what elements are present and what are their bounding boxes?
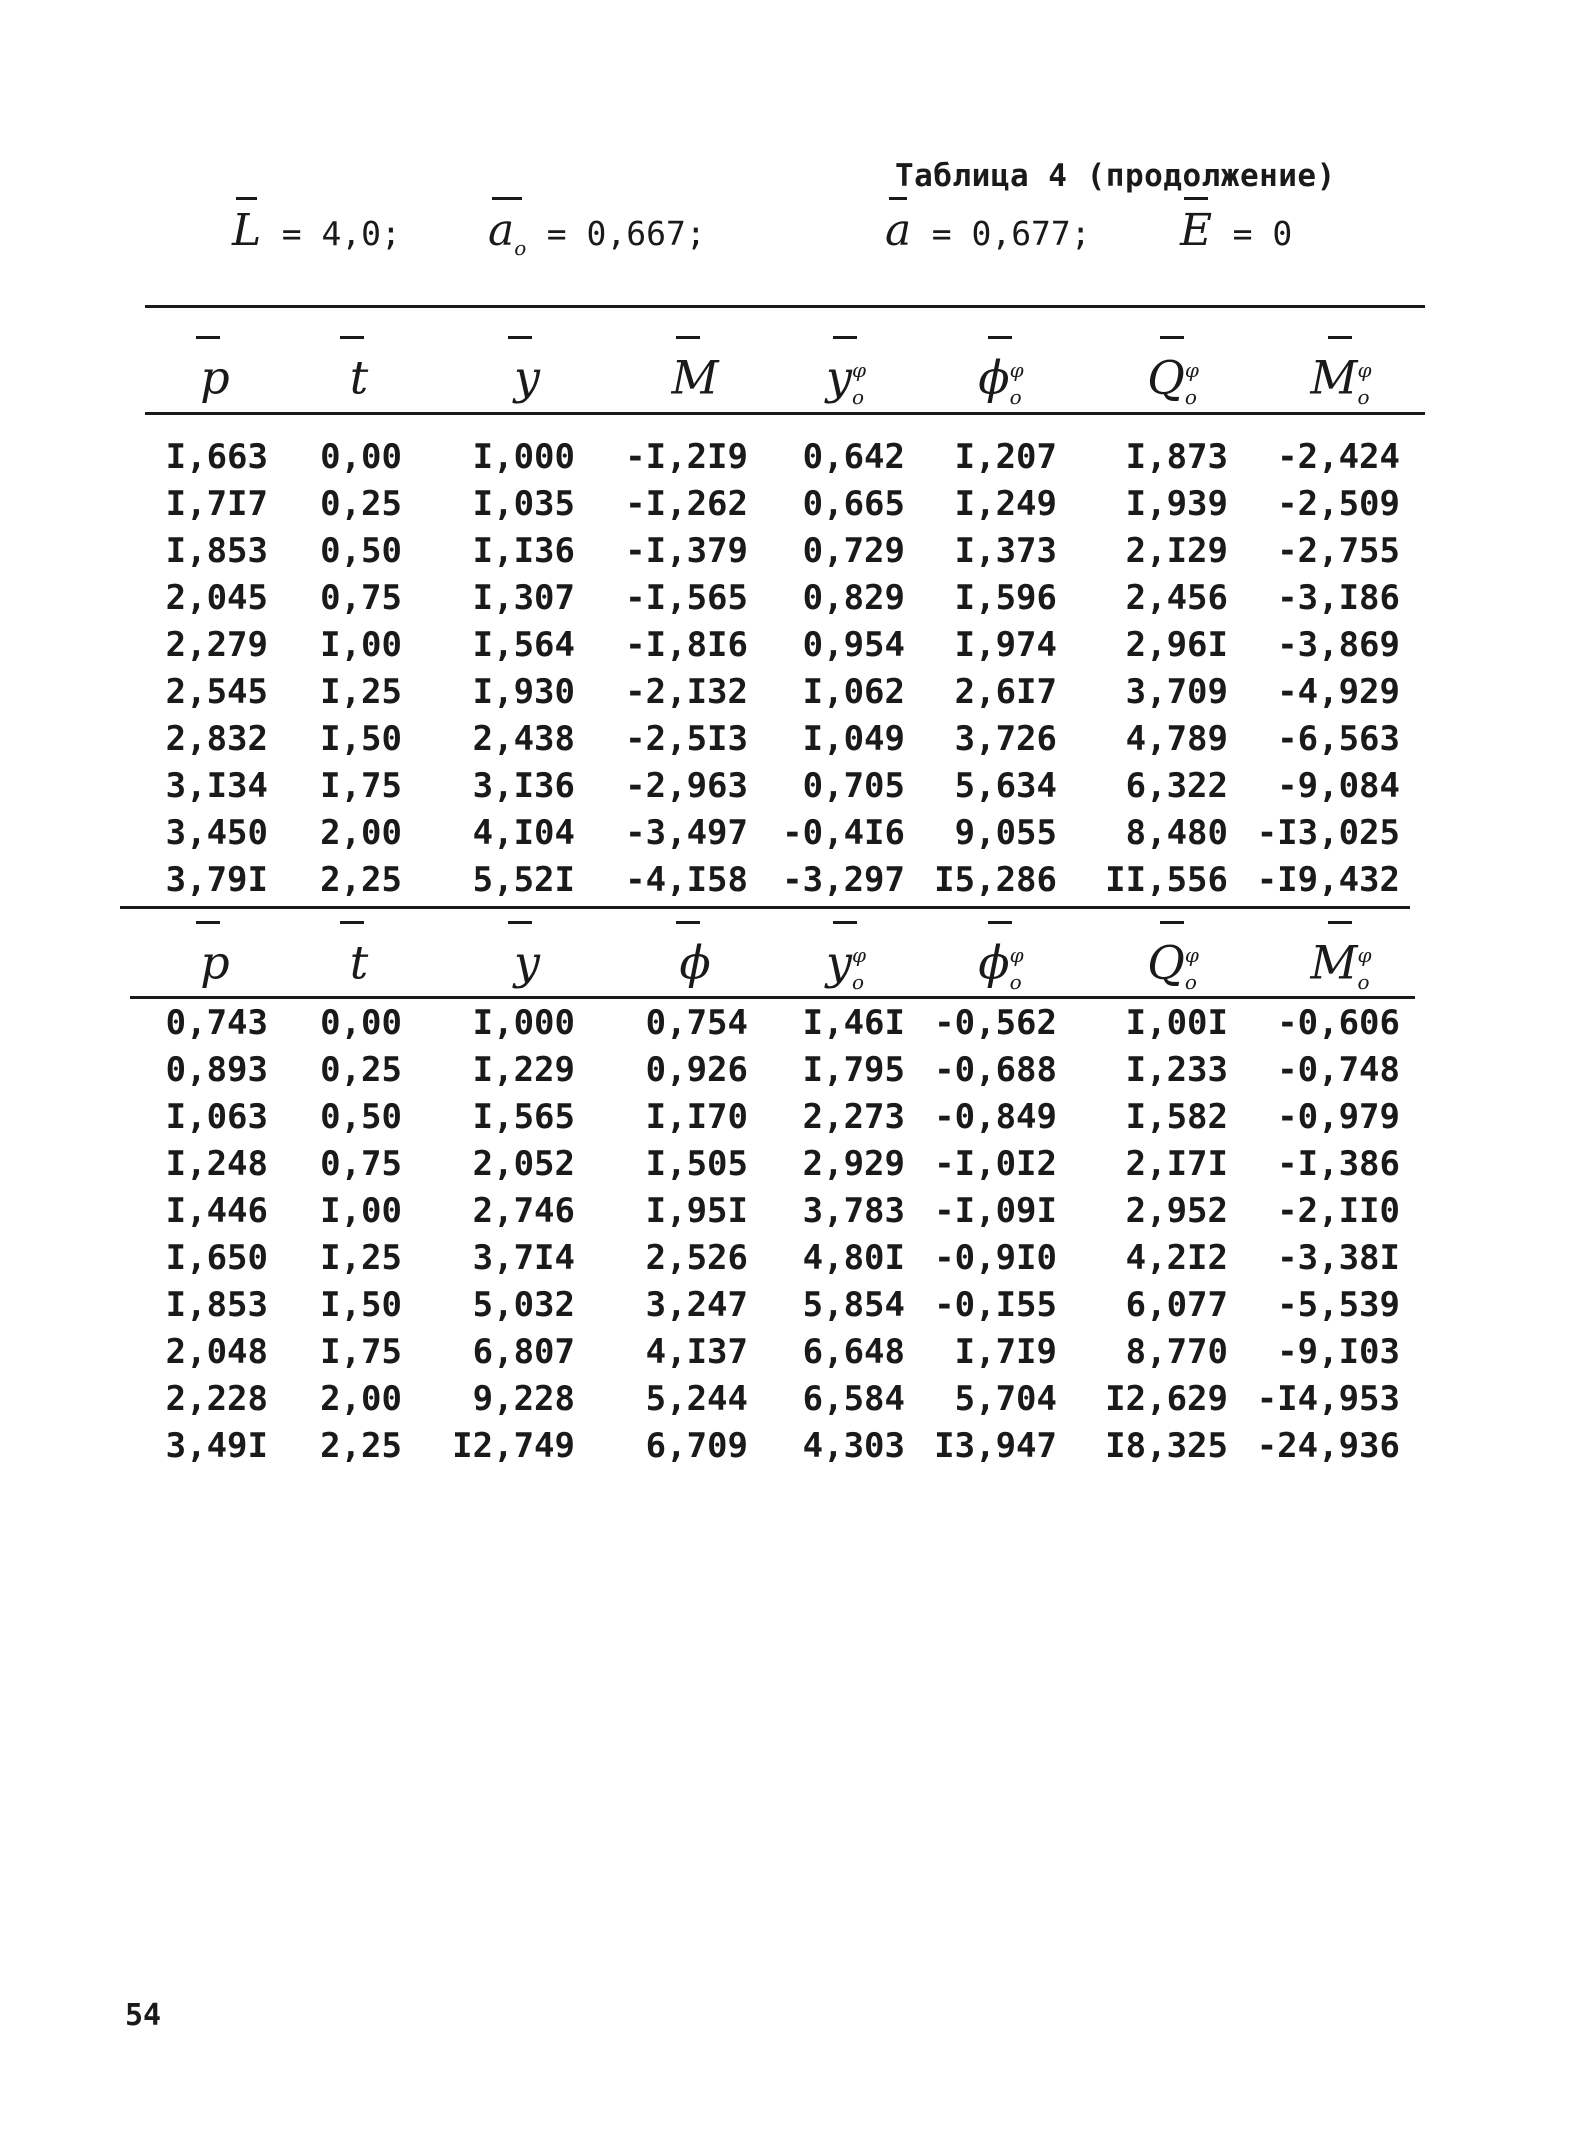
overbar bbox=[988, 921, 1012, 924]
table-cell: -I,262 bbox=[625, 484, 748, 524]
header-subscript: o bbox=[1184, 969, 1197, 994]
header-subscript: o bbox=[851, 384, 865, 409]
table-cell: 3,79I bbox=[165, 860, 268, 900]
table-cell: I,00 bbox=[320, 1191, 402, 1231]
param-e bbox=[1180, 205, 1292, 256]
overbar bbox=[1160, 921, 1184, 924]
overbar bbox=[508, 921, 532, 924]
table1-header-rule bbox=[145, 412, 1425, 415]
header-subscript: o bbox=[1357, 384, 1370, 409]
header-symbol: y bbox=[825, 350, 852, 405]
table-cell: 0,829 bbox=[802, 578, 905, 618]
table-cell: I,I36 bbox=[472, 531, 575, 571]
table-cell: 3,450 bbox=[165, 813, 268, 853]
table-cell: 0,25 bbox=[320, 484, 402, 524]
header-symbol: Q bbox=[1147, 935, 1185, 990]
table-cell: -0,606 bbox=[1277, 1003, 1400, 1043]
table-row bbox=[0, 1376, 1583, 1423]
page-number: 54 bbox=[125, 1998, 162, 2033]
table-cell: -24,936 bbox=[1256, 1426, 1400, 1466]
overbar bbox=[508, 336, 532, 339]
table-cell: I,873 bbox=[1125, 437, 1228, 477]
table-cell: 2,746 bbox=[472, 1191, 575, 1231]
header-symbol: ϕ bbox=[978, 350, 1010, 405]
table-cell: I,7I7 bbox=[165, 484, 268, 524]
table-cell: 6,322 bbox=[1125, 766, 1228, 806]
header-superscript: φ bbox=[1009, 943, 1024, 967]
table-cell: 4,80I bbox=[802, 1238, 905, 1278]
header-symbol: ϕ bbox=[978, 935, 1010, 990]
table-row bbox=[0, 1000, 1583, 1047]
table-cell: -0,688 bbox=[934, 1050, 1057, 1090]
table-cell: I2,749 bbox=[452, 1426, 575, 1466]
table-cell: -2,II0 bbox=[1277, 1191, 1400, 1231]
table-cell: 2,25 bbox=[320, 1426, 402, 1466]
table-cell: -0,9I0 bbox=[934, 1238, 1057, 1278]
table-cell: I,062 bbox=[802, 672, 905, 712]
table-cell: I,I70 bbox=[645, 1097, 748, 1137]
table-cell: 3,783 bbox=[802, 1191, 905, 1231]
table-cell: 0,00 bbox=[320, 437, 402, 477]
table-cell: -5,539 bbox=[1277, 1285, 1400, 1325]
table-cell: I,035 bbox=[472, 484, 575, 524]
header-symbol: y bbox=[514, 350, 540, 405]
table-cell: I,049 bbox=[802, 719, 905, 759]
overbar bbox=[833, 336, 857, 339]
overbar bbox=[676, 921, 700, 924]
table-cell: 2,545 bbox=[165, 672, 268, 712]
header-subscript: o bbox=[851, 969, 865, 994]
table-cell: 6,584 bbox=[802, 1379, 905, 1419]
header-superscript: φ bbox=[1184, 358, 1199, 382]
table-cell: -2,509 bbox=[1277, 484, 1400, 524]
tables-divider-rule bbox=[120, 906, 1410, 909]
header-symbol: ϕ bbox=[679, 935, 711, 990]
table-cell: 2,6I7 bbox=[954, 672, 1057, 712]
table-cell: 5,244 bbox=[645, 1379, 748, 1419]
header-superscript: φ bbox=[1009, 358, 1024, 382]
table-cell: I,565 bbox=[472, 1097, 575, 1137]
table-cell: I,7I9 bbox=[954, 1332, 1057, 1372]
table-cell: I,853 bbox=[165, 531, 268, 571]
table-cell: I,233 bbox=[1125, 1050, 1228, 1090]
table-cell: -3,869 bbox=[1277, 625, 1400, 665]
table-cell: -0,979 bbox=[1277, 1097, 1400, 1137]
header-symbol: t bbox=[349, 935, 369, 990]
table-row bbox=[0, 1188, 1583, 1235]
symbol-a-bar: a bbox=[885, 205, 911, 256]
table-cell: 0,75 bbox=[320, 1144, 402, 1184]
table-cell: -I,8I6 bbox=[625, 625, 748, 665]
table-cell: 0,25 bbox=[320, 1050, 402, 1090]
table-row bbox=[0, 1094, 1583, 1141]
table-cell: 0,75 bbox=[320, 578, 402, 618]
table-cell: 4,I04 bbox=[472, 813, 575, 853]
header-superscript: φ bbox=[851, 358, 866, 382]
table-cell: 2,456 bbox=[1125, 578, 1228, 618]
table-cell: -0,748 bbox=[1277, 1050, 1400, 1090]
table-cell: -9,I03 bbox=[1277, 1332, 1400, 1372]
header-symbol: Q bbox=[1147, 350, 1185, 405]
table-cell: -2,424 bbox=[1277, 437, 1400, 477]
table-cell: 9,228 bbox=[472, 1379, 575, 1419]
table-cell: I,795 bbox=[802, 1050, 905, 1090]
header-symbol: t bbox=[349, 350, 369, 405]
table-cell: 6,648 bbox=[802, 1332, 905, 1372]
table-cell: II,556 bbox=[1105, 860, 1228, 900]
table-cell: -I,386 bbox=[1277, 1144, 1400, 1184]
table-row bbox=[0, 1141, 1583, 1188]
table-cell: 2,929 bbox=[802, 1144, 905, 1184]
table-cell: 8,770 bbox=[1125, 1332, 1228, 1372]
table-cell: I2,629 bbox=[1105, 1379, 1228, 1419]
param-a0-value: = 0,667; bbox=[546, 214, 706, 253]
table-row bbox=[0, 575, 1583, 622]
table-cell: 2,96I bbox=[1125, 625, 1228, 665]
table-cell: -2,963 bbox=[625, 766, 748, 806]
table-cell: 2,I29 bbox=[1125, 531, 1228, 571]
overbar bbox=[988, 336, 1012, 339]
header-symbol: y bbox=[514, 935, 540, 990]
table-cell: 5,032 bbox=[472, 1285, 575, 1325]
param-a-value: = 0,677; bbox=[931, 214, 1091, 253]
table-cell: -I3,025 bbox=[1256, 813, 1400, 853]
table-cell: 3,I34 bbox=[165, 766, 268, 806]
table-cell: -I9,432 bbox=[1256, 860, 1400, 900]
table-cell: 2,045 bbox=[165, 578, 268, 618]
table-cell: -6,563 bbox=[1277, 719, 1400, 759]
header-symbol: p bbox=[200, 935, 230, 990]
table-cell: -3,I86 bbox=[1277, 578, 1400, 618]
symbol-l-bar: L bbox=[232, 205, 261, 256]
header-symbol: y bbox=[825, 935, 852, 990]
table-cell: 4,2I2 bbox=[1125, 1238, 1228, 1278]
header-subscript: o bbox=[1184, 384, 1197, 409]
parameters-line bbox=[0, 205, 1583, 265]
header-symbol: M bbox=[671, 350, 719, 405]
table-cell: I,25 bbox=[320, 1238, 402, 1278]
table-cell: 3,709 bbox=[1125, 672, 1228, 712]
header-symbol: M bbox=[1310, 935, 1358, 990]
symbol-a0-bar: $a_o$ bbox=[488, 205, 526, 260]
table-cell: I,505 bbox=[645, 1144, 748, 1184]
table2-header-row bbox=[0, 925, 1583, 1005]
table-cell: 4,I37 bbox=[645, 1332, 748, 1372]
symbol-e-bar: E bbox=[1180, 205, 1212, 256]
table-cell: 5,854 bbox=[802, 1285, 905, 1325]
table-cell: 3,7I4 bbox=[472, 1238, 575, 1278]
header-superscript: φ bbox=[1184, 943, 1199, 967]
table-cell: -2,755 bbox=[1277, 531, 1400, 571]
table-cell: -I,2I9 bbox=[625, 437, 748, 477]
header-superscript: φ bbox=[1357, 358, 1372, 382]
table-cell: I,063 bbox=[165, 1097, 268, 1137]
table-cell: -0,4I6 bbox=[782, 813, 905, 853]
param-e-value: = 0 bbox=[1232, 214, 1293, 253]
table-cell: 2,I7I bbox=[1125, 1144, 1228, 1184]
table-cell: I,663 bbox=[165, 437, 268, 477]
table-cell: 0,893 bbox=[165, 1050, 268, 1090]
table-cell: -2,I32 bbox=[625, 672, 748, 712]
table-cell: I,582 bbox=[1125, 1097, 1228, 1137]
table-cell: 0,50 bbox=[320, 531, 402, 571]
table-cell: 6,077 bbox=[1125, 1285, 1228, 1325]
table-cell: 6,807 bbox=[472, 1332, 575, 1372]
table-cell: 2,832 bbox=[165, 719, 268, 759]
table-cell: I,596 bbox=[954, 578, 1057, 618]
overbar bbox=[1160, 336, 1184, 339]
table-cell: 5,52I bbox=[472, 860, 575, 900]
table-cell: I,46I bbox=[802, 1003, 905, 1043]
table-cell: 2,952 bbox=[1125, 1191, 1228, 1231]
table-cell: -3,38I bbox=[1277, 1238, 1400, 1278]
table-cell: I,000 bbox=[472, 437, 575, 477]
header-symbol: M bbox=[1310, 350, 1358, 405]
table-cell: 0,954 bbox=[802, 625, 905, 665]
overbar bbox=[1328, 921, 1352, 924]
table-cell: 3,I36 bbox=[472, 766, 575, 806]
table-cell: 5,704 bbox=[954, 1379, 1057, 1419]
table-cell: -I,0I2 bbox=[934, 1144, 1057, 1184]
table-cell: 3,247 bbox=[645, 1285, 748, 1325]
table-cell: 0,743 bbox=[165, 1003, 268, 1043]
table-cell: I,50 bbox=[320, 1285, 402, 1325]
table-cell: I,249 bbox=[954, 484, 1057, 524]
param-a0 bbox=[488, 205, 706, 260]
table-cell: I,939 bbox=[1125, 484, 1228, 524]
table-cell: I8,325 bbox=[1105, 1426, 1228, 1466]
table-cell: 0,665 bbox=[802, 484, 905, 524]
table-row bbox=[0, 481, 1583, 528]
table-cell: I,248 bbox=[165, 1144, 268, 1184]
table-cell: I,373 bbox=[954, 531, 1057, 571]
table-cell: 2,228 bbox=[165, 1379, 268, 1419]
table-row bbox=[0, 669, 1583, 716]
table-cell: 2,273 bbox=[802, 1097, 905, 1137]
table-cell: I,75 bbox=[320, 1332, 402, 1372]
table-cell: 0,642 bbox=[802, 437, 905, 477]
table-cell: 2,25 bbox=[320, 860, 402, 900]
table-cell: I,229 bbox=[472, 1050, 575, 1090]
table-cell: I,853 bbox=[165, 1285, 268, 1325]
table-cell: I,650 bbox=[165, 1238, 268, 1278]
table-cell: -0,I55 bbox=[934, 1285, 1057, 1325]
overbar bbox=[676, 336, 700, 339]
table-cell: I,307 bbox=[472, 578, 575, 618]
table-cell: 0,705 bbox=[802, 766, 905, 806]
table-row bbox=[0, 528, 1583, 575]
table-cell: 4,789 bbox=[1125, 719, 1228, 759]
table-cell: 6,709 bbox=[645, 1426, 748, 1466]
table-cell: I,974 bbox=[954, 625, 1057, 665]
table-row bbox=[0, 810, 1583, 857]
header-superscript: φ bbox=[1357, 943, 1372, 967]
table-cell: 2,279 bbox=[165, 625, 268, 665]
table-cell: -2,5I3 bbox=[625, 719, 748, 759]
table-cell: 2,438 bbox=[472, 719, 575, 759]
table-cell: -3,497 bbox=[625, 813, 748, 853]
header-symbol: p bbox=[200, 350, 230, 405]
table-cell: -I,565 bbox=[625, 578, 748, 618]
table-cell: 3,49I bbox=[165, 1426, 268, 1466]
table-cell: 0,00 bbox=[320, 1003, 402, 1043]
table-cell: I,446 bbox=[165, 1191, 268, 1231]
header-subscript: o bbox=[1009, 969, 1022, 994]
table-cell: -I,09I bbox=[934, 1191, 1057, 1231]
table-cell: I,50 bbox=[320, 719, 402, 759]
overbar bbox=[833, 921, 857, 924]
table-cell: I,25 bbox=[320, 672, 402, 712]
table-cell: I,95I bbox=[645, 1191, 748, 1231]
table-cell: 9,055 bbox=[954, 813, 1057, 853]
table-cell: -0,849 bbox=[934, 1097, 1057, 1137]
table-row bbox=[0, 857, 1583, 904]
table-row bbox=[0, 434, 1583, 481]
table-cell: 2,048 bbox=[165, 1332, 268, 1372]
table-cell: I,207 bbox=[954, 437, 1057, 477]
table-cell: -3,297 bbox=[782, 860, 905, 900]
table-cell: -I4,953 bbox=[1256, 1379, 1400, 1419]
table-row bbox=[0, 716, 1583, 763]
table-cell: 3,726 bbox=[954, 719, 1057, 759]
table-row bbox=[0, 1047, 1583, 1094]
table-row bbox=[0, 1282, 1583, 1329]
table-cell: I,75 bbox=[320, 766, 402, 806]
table-cell: -4,929 bbox=[1277, 672, 1400, 712]
header-subscript: o bbox=[1009, 384, 1022, 409]
table-cell: -0,562 bbox=[934, 1003, 1057, 1043]
table-row bbox=[0, 763, 1583, 810]
table-cell: I,00 bbox=[320, 625, 402, 665]
param-a bbox=[885, 205, 1091, 256]
table2-header-rule bbox=[130, 996, 1415, 999]
table-cell: I,930 bbox=[472, 672, 575, 712]
table-cell: 2,052 bbox=[472, 1144, 575, 1184]
header-subscript: o bbox=[1357, 969, 1370, 994]
table-cell: 4,303 bbox=[802, 1426, 905, 1466]
table1-top-rule bbox=[145, 305, 1425, 308]
table-row bbox=[0, 622, 1583, 669]
table-row bbox=[0, 1329, 1583, 1376]
table-cell: 0,50 bbox=[320, 1097, 402, 1137]
overbar bbox=[340, 336, 364, 339]
table-cell: 5,634 bbox=[954, 766, 1057, 806]
overbar bbox=[340, 921, 364, 924]
table-cell: I3,947 bbox=[934, 1426, 1057, 1466]
table1-header-row bbox=[0, 340, 1583, 420]
header-superscript: φ bbox=[851, 943, 866, 967]
table-cell: 8,480 bbox=[1125, 813, 1228, 853]
table-cell: I,00I bbox=[1125, 1003, 1228, 1043]
table-cell: -I,379 bbox=[625, 531, 748, 571]
param-l-value: = 4,0; bbox=[281, 214, 401, 253]
param-l bbox=[232, 205, 401, 256]
table-cell: -9,084 bbox=[1277, 766, 1400, 806]
table-row bbox=[0, 1423, 1583, 1470]
table-cell: I,000 bbox=[472, 1003, 575, 1043]
table-cell: I,564 bbox=[472, 625, 575, 665]
table-cell: 2,00 bbox=[320, 813, 402, 853]
table-caption: Таблица 4 (продолжение) bbox=[895, 158, 1336, 194]
table-cell: 0,926 bbox=[645, 1050, 748, 1090]
table-cell: 0,729 bbox=[802, 531, 905, 571]
overbar bbox=[196, 336, 220, 339]
table-cell: I5,286 bbox=[934, 860, 1057, 900]
table-cell: 2,526 bbox=[645, 1238, 748, 1278]
overbar bbox=[1328, 336, 1352, 339]
table-cell: 2,00 bbox=[320, 1379, 402, 1419]
table-cell: 0,754 bbox=[645, 1003, 748, 1043]
table-row bbox=[0, 1235, 1583, 1282]
table-cell: -4,I58 bbox=[625, 860, 748, 900]
overbar bbox=[196, 921, 220, 924]
